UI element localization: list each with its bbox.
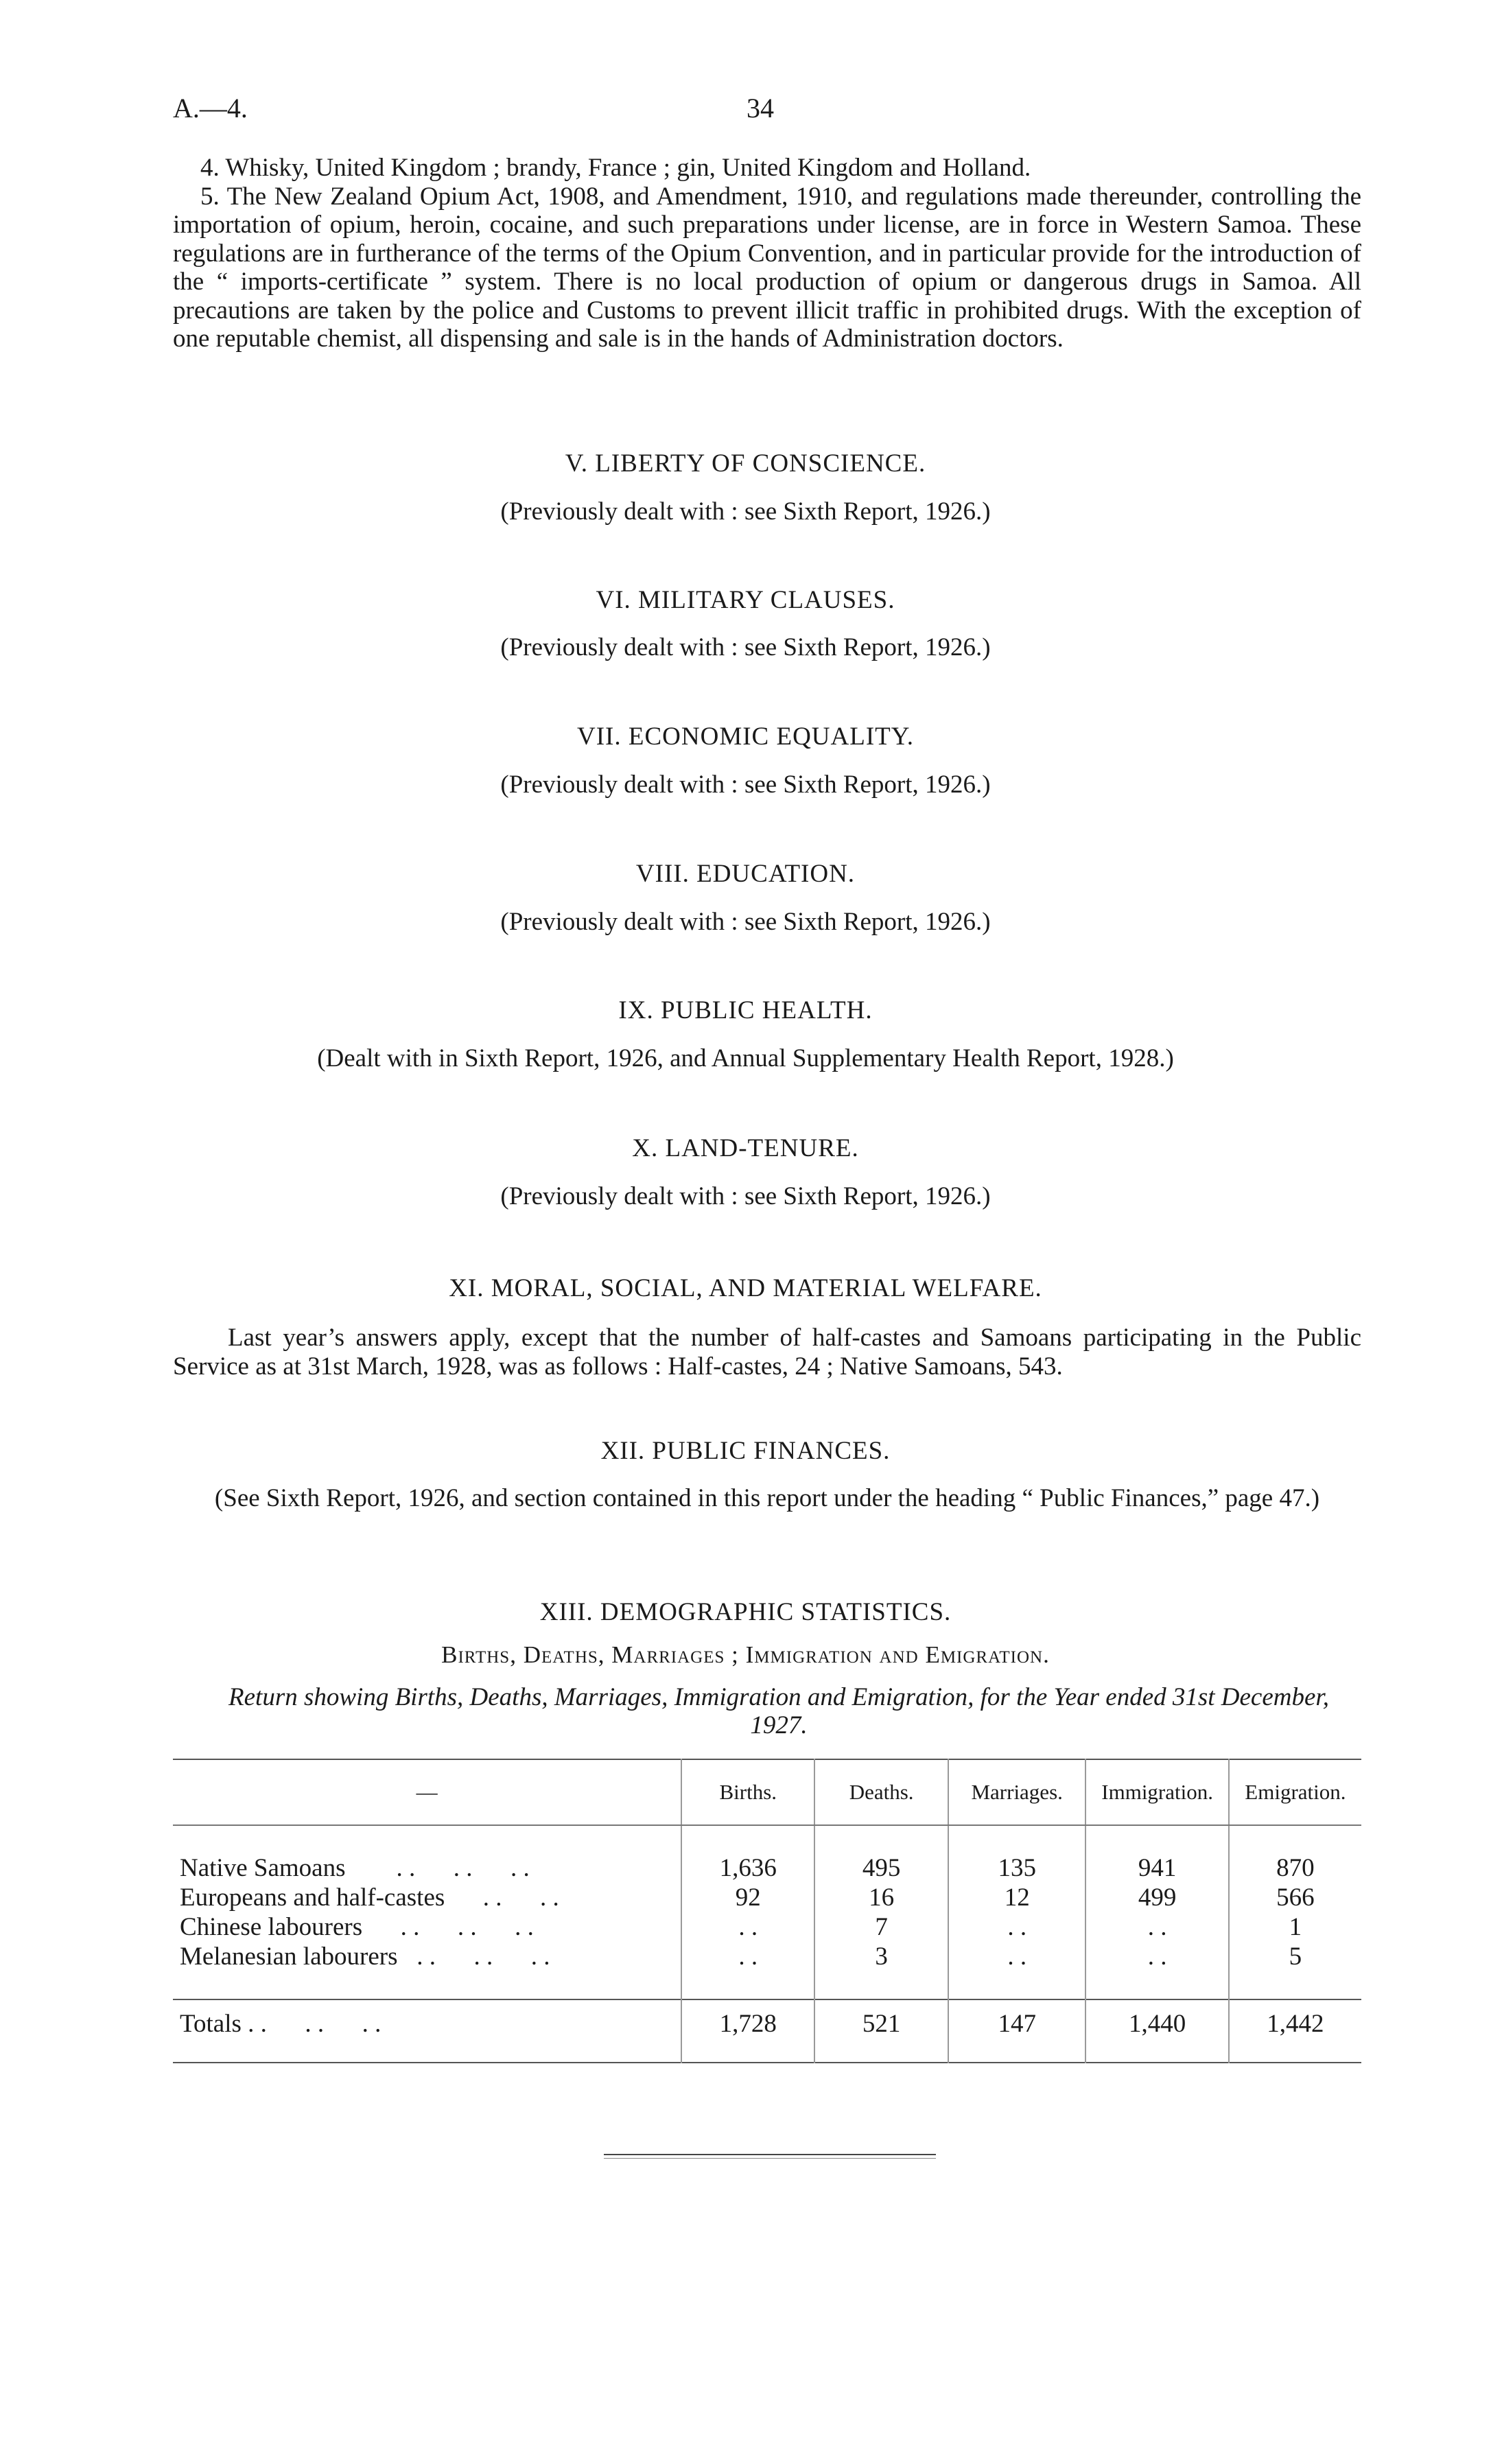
section-note-ix: (Dealt with in Sixth Report, 1926, and Annual Supplementary Health Report, 1928.)	[317, 1044, 1174, 1072]
total-emigration: 1,442	[1229, 1999, 1361, 2047]
cell-emigration: 1	[1229, 1912, 1361, 1942]
cell-deaths: 3	[814, 1942, 948, 1971]
intro-item-5: 5. The New Zealand Opium Act, 1908, and Amendment, 1910, and regulations made thereunder, controlling the importation of opium, heroin, cocaine, and such preparations under license, are in force in Western Samoa. These regulations are in furtherance of the terms of the Opium Convention, and in particular provide for the introduction of the “ imports-certificate ” system. There is no local production of opium or dangerous drugs in Samoa. All precautions are taken by the police and Customs to prevent illicit traffic in prohibited drugs. With the exception of one reputable chemist, all dispensing and sale is in the hands of Administration doctors.	[173, 182, 1361, 353]
section-note-viii: (Previously dealt with : see Sixth Report, 1926.)	[500, 908, 991, 936]
cell-births: 92	[681, 1883, 814, 1912]
table-row	[173, 1942, 1361, 1971]
section-heading-ix: IX. PUBLIC HEALTH.	[618, 996, 873, 1024]
section-heading-x: X. LAND-TENURE.	[632, 1134, 859, 1162]
cell-emigration: 5	[1229, 1942, 1361, 1971]
section-heading-xii: XII. PUBLIC FINANCES.	[600, 1437, 891, 1465]
demographic-table	[173, 1759, 1361, 2063]
cell-marriages: 135	[948, 1853, 1086, 1883]
section-note-vi: (Previously dealt with : see Sixth Report, 1926.)	[500, 633, 991, 661]
section-heading-vi: VI. MILITARY CLAUSES.	[596, 586, 895, 614]
section-heading-vii: VII. ECONOMIC EQUALITY.	[577, 723, 914, 751]
end-rule-thin	[604, 2158, 936, 2159]
table-row	[173, 1853, 1361, 1883]
section-note-vii: (Previously dealt with : see Sixth Report, 1926.)	[500, 771, 991, 799]
document-id: A.—4.	[173, 93, 248, 124]
header-emigration: Emigration.	[1229, 1759, 1361, 1825]
header-births: Births.	[681, 1759, 814, 1825]
row-label: Melanesian labourers . . . . . .	[180, 1943, 550, 1971]
section-note-v: (Previously dealt with : see Sixth Report, 1926.)	[500, 497, 991, 526]
total-deaths: 521	[814, 1999, 948, 2047]
section-heading-v: V. LIBERTY OF CONSCIENCE.	[565, 449, 926, 478]
header-immigration: Immigration.	[1085, 1759, 1228, 1825]
cell-births: . .	[681, 1912, 814, 1942]
cell-immigration: 499	[1085, 1883, 1228, 1912]
cell-marriages: . .	[948, 1912, 1086, 1942]
table-spacer	[173, 1825, 1361, 1853]
total-marriages: 147	[948, 1999, 1086, 2047]
table-row	[173, 1912, 1361, 1942]
table-spacer	[173, 1971, 1361, 1999]
welfare-paragraph: Last year’s answers apply, except that the number of half-castes and Samoans participating in the Public Service as at 31st March, 1928, was as follows : Half-castes, 24 ; Native Samoans, 543.	[173, 1324, 1361, 1381]
cell-emigration: 870	[1229, 1853, 1361, 1883]
header-category: —	[173, 1759, 681, 1825]
totals-label: Totals . . . . . .	[173, 1999, 681, 2047]
end-rule	[604, 2154, 936, 2155]
demographic-subheading: Births, Deaths, Marriages ; Immigration and Emigration.	[441, 1641, 1050, 1668]
cell-births: . .	[681, 1942, 814, 1971]
row-label: Chinese labourers . . . . . .	[180, 1913, 534, 1941]
page-number: 34	[747, 93, 774, 124]
table-header-row	[173, 1759, 1361, 1825]
table-row	[173, 1883, 1361, 1912]
cell-deaths: 495	[814, 1853, 948, 1883]
table-totals-row	[173, 1999, 1361, 2047]
section-heading-xiii: XIII. DEMOGRAPHIC STATISTICS.	[539, 1598, 952, 1626]
row-label: Native Samoans . . . . . .	[180, 1854, 530, 1882]
table-caption: Return showing Births, Deaths, Marriages, Immigration and Emigration, for the Year ended 31st December, 1927.	[228, 1683, 1329, 1739]
header-marriages: Marriages.	[948, 1759, 1086, 1825]
section-heading-viii: VIII. EDUCATION.	[635, 860, 856, 888]
cell-emigration: 566	[1229, 1883, 1361, 1912]
intro-item-4: 4. Whisky, United Kingdom ; brandy, France ; gin, United Kingdom and Holland.	[200, 154, 1031, 182]
header-deaths: Deaths.	[814, 1759, 948, 1825]
cell-births: 1,636	[681, 1853, 814, 1883]
cell-immigration: . .	[1085, 1942, 1228, 1971]
cell-immigration: . .	[1085, 1912, 1228, 1942]
cell-deaths: 16	[814, 1883, 948, 1912]
row-label: Europeans and half-castes . . . .	[180, 1884, 559, 1912]
intro-paragraphs	[173, 154, 1361, 353]
table-tail	[173, 2047, 1361, 2063]
section-heading-xi: XI. MORAL, SOCIAL, AND MATERIAL WELFARE.	[449, 1274, 1042, 1302]
cell-marriages: 12	[948, 1883, 1086, 1912]
section-note-x: (Previously dealt with : see Sixth Report, 1926.)	[500, 1182, 991, 1210]
finances-paragraph: (See Sixth Report, 1926, and section contained in this report under the heading “ Public Finances,” page 47.)	[214, 1484, 1320, 1512]
cell-immigration: 941	[1085, 1853, 1228, 1883]
cell-marriages: . .	[948, 1942, 1086, 1971]
total-births: 1,728	[681, 1999, 814, 2047]
total-immigration: 1,440	[1085, 1999, 1228, 2047]
cell-deaths: 7	[814, 1912, 948, 1942]
